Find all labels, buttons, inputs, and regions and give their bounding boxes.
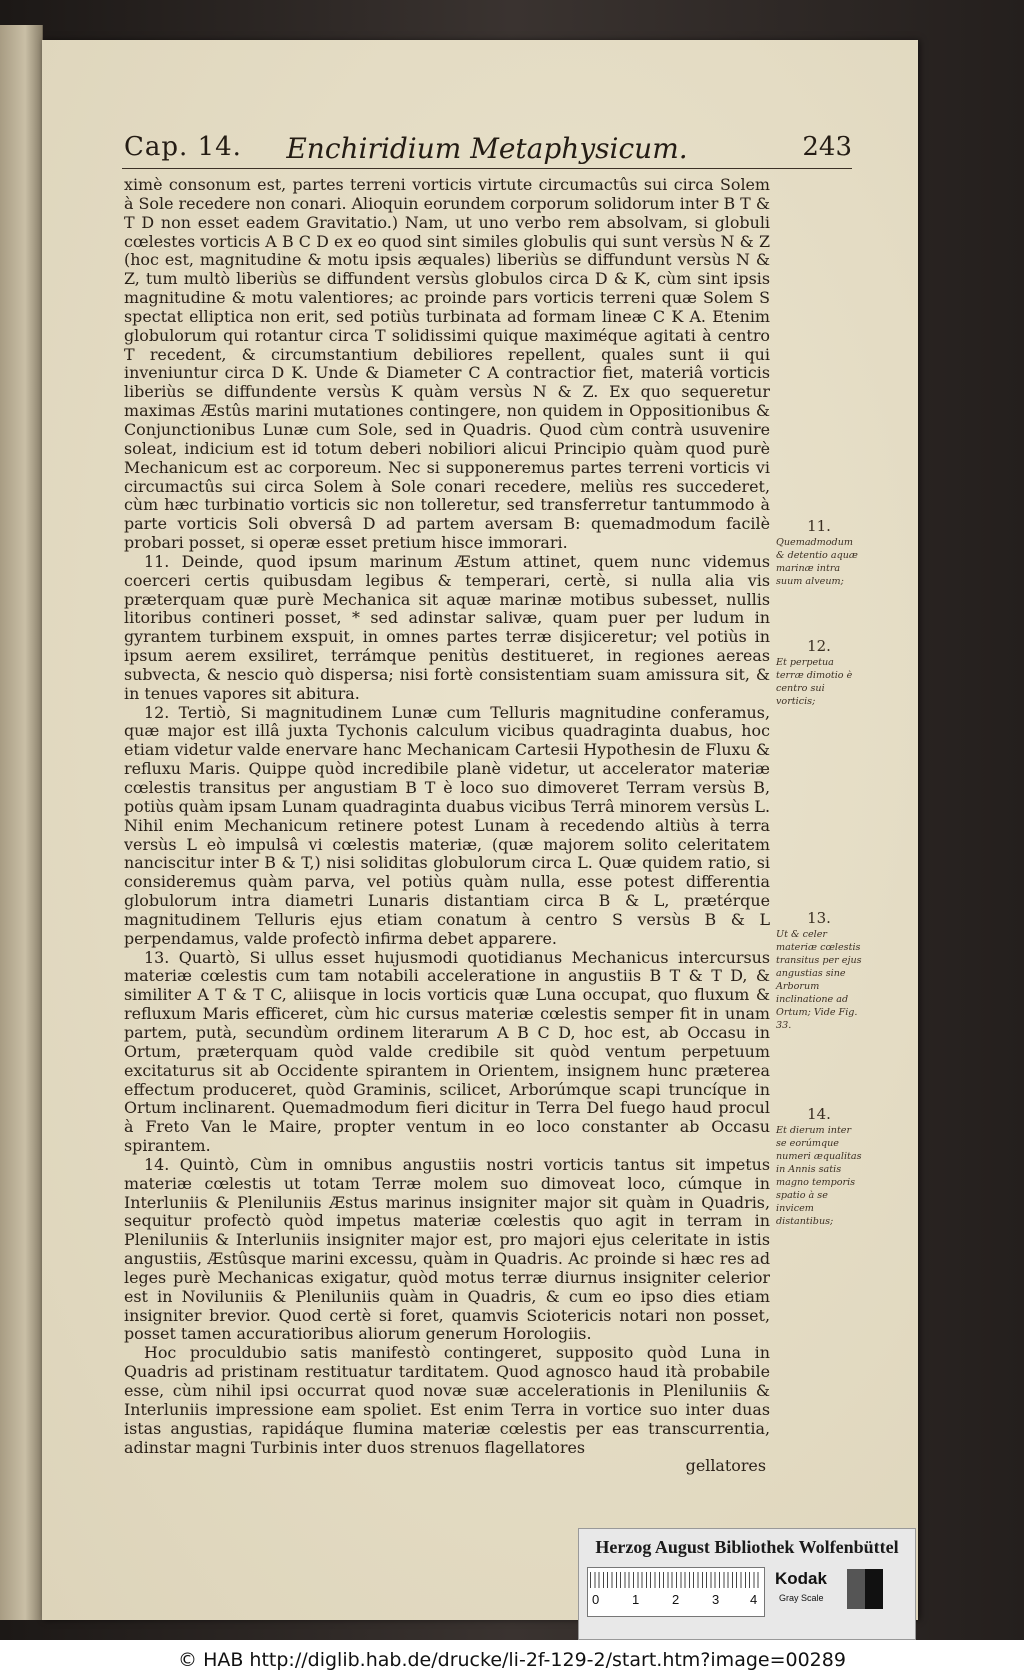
- margin-number: 12.: [807, 637, 831, 655]
- catchword: gellatores: [685, 1456, 766, 1476]
- copyright-footer: © HAB http://diglib.hab.de/drucke/li-2f-129-2/start.htm?image=00289: [0, 1640, 1024, 1680]
- margin-note: [776, 1104, 862, 1228]
- ruler-scale: [587, 1567, 765, 1617]
- ruler-numbers: [588, 1592, 764, 1612]
- margin-note-text: Et perpetua terræ dimotio è centro sui vorticis;: [776, 657, 853, 707]
- kodak-logo: Kodak: [775, 1569, 827, 1588]
- margin-note: [776, 636, 862, 708]
- ruler-ticks: [590, 1572, 762, 1588]
- paragraph: 14. Quintò, Cùm in omnibus angustiis nostri vorticis tantus sit impetus materiæ cœlestis ut totam Terræ molem suo dimoveat loco, cúmque in Interluniis & Pleniluniis Æstus marinus insigniter major sit quàm in Quadris, sequitur profectò quòd impetus materiæ cœlestis quo agit in terram in Pleniluniis & Interluniis insigniter major est, pro majori ejus celeritate in istis angustiis, Æstûsque marini excessu, quàm in Quadris. Ac proinde si hæc res ad leges purè Mechanicas exigatur, quòd motus terræ diurnus insigniter celerior est in Noviluniis & Pleniluniis quàm in Quadris, & cum eo ipso dies etiam insigniter brevior. Quod certè si foret, quamvis Sciotericis notari non posset, posset tamen accuratioribus aliorum generum Horologiis.: [124, 1154, 770, 1344]
- paragraph: Hoc proculdubio satis manifestò contingeret, supposito quòd Luna in Quadris ad pristinam restituatur tarditatem. Quod agnosco haud ità probabile esse, cùm nihil ipsi occurrat quod novæ suæ accelerationis in Pleniluniis & Interluniis impressione eam spoliet. Est enim Terra in vortice suo inter duas istas angustias, rapidáque flumina materiæ cœlestis per eas transcurrentia, adinstar magni Turbinis inter duos strenuos flagellatores: [124, 1343, 770, 1457]
- ruler-number: 4: [750, 1592, 758, 1607]
- adjacent-page-edge: [0, 25, 43, 1620]
- ruler-number: 3: [712, 1592, 720, 1607]
- running-title: Enchiridium Metaphysicum.: [286, 132, 688, 165]
- color-target-card: [578, 1528, 916, 1640]
- ruler-number: 1: [632, 1592, 640, 1607]
- running-header: [122, 130, 852, 170]
- ruler-number: 2: [672, 1592, 680, 1607]
- book-page: [42, 40, 918, 1620]
- header-rule: [122, 168, 852, 169]
- margin-number: 13.: [807, 909, 831, 927]
- institution-label: Herzog August Bibliothek Wolfenbüttel: [595, 1537, 899, 1557]
- gray-swatch: [847, 1569, 865, 1609]
- margin-note-text: Et dierum inter se eorúmque numeri æqualitas in Annis satis magno temporis spatio à se invicem distantibus;: [776, 1125, 862, 1227]
- paragraph: 11. Deinde, quod ipsum marinum Æstum attinet, quem nunc videmus coerceri certis quibusdam legibus & temperari, certè, si nulla alia vis præterquam quæ purè Mechanica sit aquæ marinæ motibus subesset, nullis litoribus contineri posset, * sed adinstar salivæ, quam puer per ludum in gyrantem turbinem exspuit, in omnes partes terræ disjiceretur; vel potiùs in ipsum aerem exsiliret, terrámque penitùs destitueret, in regiones aereas subvecta, & nescio quò dispersa; nisi fortè consistentiam suam amissura sit, & in tenues vapores sit abitura.: [124, 551, 770, 703]
- margin-number: 14.: [807, 1105, 831, 1123]
- margin-note: [776, 908, 862, 1032]
- chapter-label: Cap. 14.: [124, 132, 242, 162]
- paragraph: 13. Quartò, Si ullus esset hujusmodi quotidianus Mechanicus intercursus materiæ cœlestis cum tam notabili acceleratione in angustiis B T & T D, & similiter A T & T C, aliisque in locis vorticis quæ Luna occupat, quo fluxum & refluxum Maris efficeret, cùm hic cursus materiæ cœlestis semper fit in unam partem, putà, secundùm ordinem literarum A B C D, hoc est, ab Occasu in Ortum, præterquam quòd valde credibile sit quòd ventum perpetuum excitaturus sit ab Occidente spirantem in Orientem, insignem hunc præterea effectum produceret, quòd Graminis, scilicet, Arborúmque scapi truncíque in Ortum inclinarent. Quemadmodum fieri dicitur in Terra Del fuego haud procul à Freto Van le Maire, propter ventum in eo loco constanter ab Occasu spirantem.: [124, 947, 770, 1156]
- paragraph: 12. Tertiò, Si magnitudinem Lunæ cum Telluris magnitudine conferamus, quæ major est illâ juxta Tychonis calculum vicibus quadraginta duabus, hoc etiam videtur valde enervare hanc Mechanicam Cartesii Hypothesin de Fluxu & refluxu Maris. Quippe quòd incredibile planè videtur, ut accelerator materiæ cœlestis transitus per angustiam B T è loco suo dimoveret Terram versùs B, potiùs quàm ipsam Lunam quadraginta duabus vicibus Terrâ minorem versùs L. Nihil enim Mechanicum retinere potest Lunam à recedendo altiùs à terra versùs L eò impulsâ vi cœlestis materiæ, (quæ majorem solito celeritatem nanciscitur inter B & T,) nisi soliditas globulorum circa L. Quæ quidem ratio, si consideremus quàm parva, vel potiùs quàm nulla, esse potest differentia globulorum intra diametri Lunaris distantiam circa B & L, prætérque magnitudinem Telluris ejus etiam conatum à centro S versùs B & L perpendamus, valde profectò infirma debet apparere.: [124, 702, 770, 948]
- margin-note: [776, 516, 862, 588]
- gray-scale-label: Gray Scale: [779, 1593, 824, 1603]
- main-text: [124, 176, 770, 1476]
- black-swatch: [865, 1569, 883, 1609]
- margin-number: 11.: [807, 517, 831, 535]
- ruler-number: 0: [592, 1592, 600, 1607]
- paragraph: ximè consonum est, partes terreni vorticis virtute circumactûs sui circa Solem à Sole recedere non conari. Alioquin eorundem corporum solidorum inter B T & T D non esset eadem Gravitatio.) Nam, ut uno verbo rem absolvam, si globuli cœlestes vorticis A B C D ex eo quod sint similes globulis qui sunt versùs N & Z (hoc est, magnitudine & motu ipsis æquales) liberiùs se diffundunt versùs N & Z, tum multò liberiùs se diffundent versùs globulos circa D & K, cùm sint ipsis magnitudine & motu valentiores; ac proinde pars vorticis terreni quæ Solem S spectat elliptica non erit, sed potiùs turbinata ad formam lineæ C K A. Etenim globulorum qui rotantur circa T solidissimi quique maximéque agitati à centro T recedent, & circumstantium debiliores repellent, quales sunt ii qui inveniuntur circa D K. Unde & Diameter C A contractior fiet, materiâ vorticis liberiùs se diffundente versùs K quàm versùs N & Z. Ex quo sequeretur maximas Æstûs marini mutationes contingere, non quidem in Oppositionibus & Conjunctionibus Lunæ cum Sole, sed in Quadris. Quod cùm contrà usuvenire soleat, indicium est id totum deberi nobiliori alicui Principio quàm quod purè Mechanicum est ac corporeum. Nec si supponeremus partes terreni vorticis vi circumactûs sui circa Solem à Sole conari recedere, meliùs res succederet, cùm hæc turbinatio vorticis sic non tolleretur, sed transferretur tantummodo à parte vorticis Soli obversâ D ad partem aversam B: quemadmodum facilè probari posset, si operæ esset pretium hisce immorari.: [124, 175, 770, 553]
- page-number: 243: [802, 132, 852, 162]
- margin-note-text: Ut & celer materiæ cœlestis transitus per ejus angustias sine Arborum inclinatione ad Ortum; Vide Fig. 33.: [776, 929, 862, 1031]
- margin-note-text: Quemadmodum & detentio aquæ marinæ intra suum alveum;: [776, 537, 858, 587]
